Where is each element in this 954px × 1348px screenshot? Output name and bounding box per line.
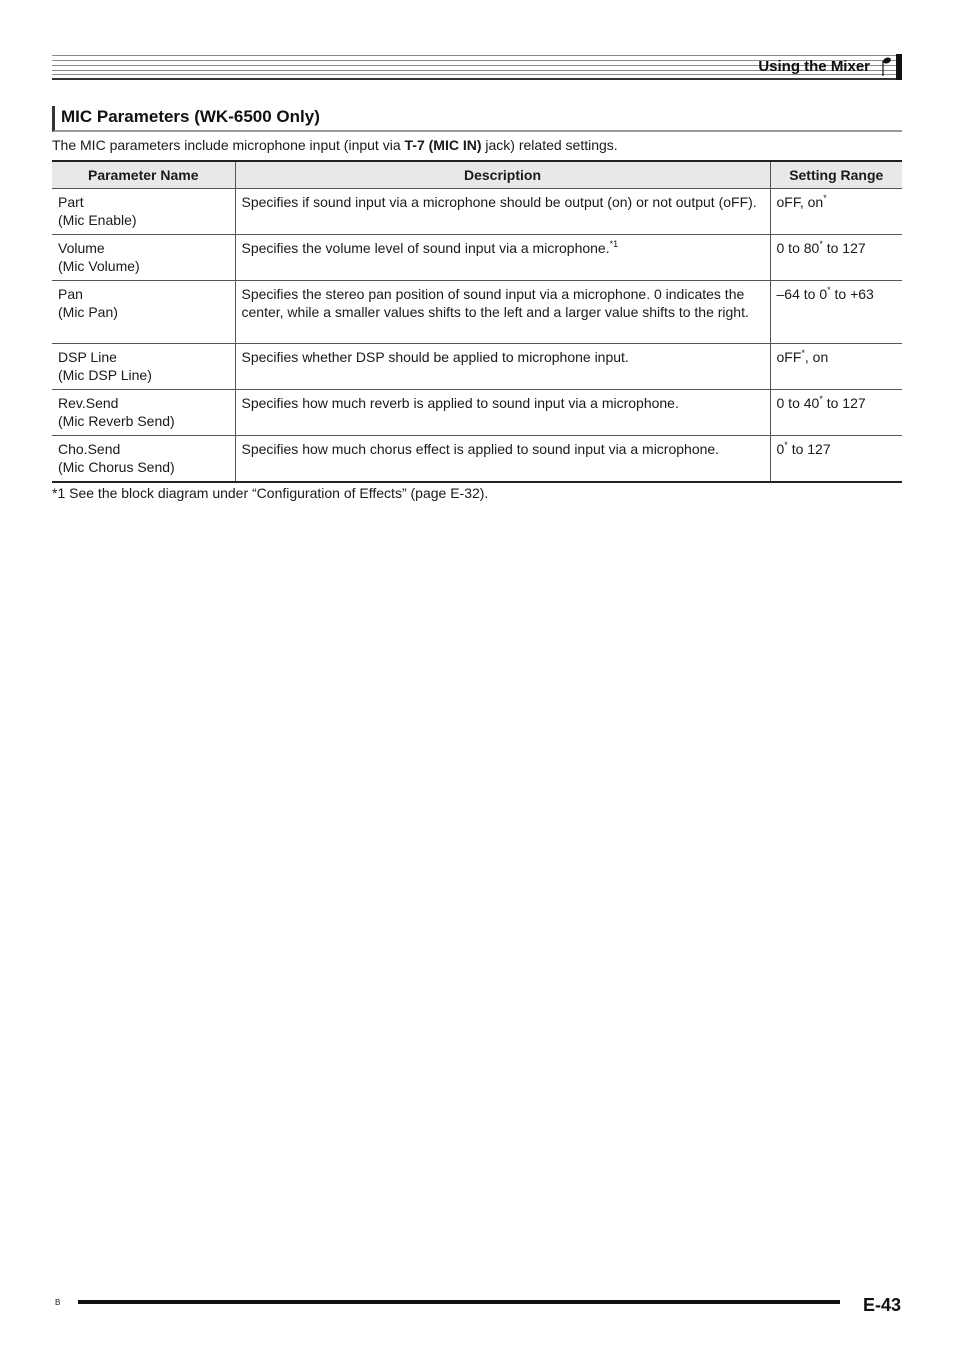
range-text: 0 to 40 (776, 394, 820, 411)
setting-range-cell (770, 343, 902, 389)
setting-range-cell (770, 435, 902, 482)
parameter-alias: (Mic Volume) (58, 258, 140, 274)
column-header-description: Description (235, 161, 770, 188)
setting-range-cell (770, 188, 902, 234)
intro-jack-label: T-7 (MIC IN) (404, 137, 482, 153)
range-text-end: to 127 (822, 239, 866, 256)
description-text: Specifies the volume level of sound input via a microphone. (241, 239, 610, 256)
table-row (52, 389, 902, 435)
description-text: Specifies whether DSP should be applied to microphone input. (241, 348, 629, 365)
description-text: Specifies the stereo pan position of sound input via a microphone. 0 indicates the center, while a smaller values shifts to the left and a larger value shifts to the right. (241, 285, 749, 320)
range-text: oFF (776, 348, 802, 365)
table-row (52, 343, 902, 389)
table-row (52, 435, 902, 482)
section-heading (52, 106, 902, 132)
parameter-alias: (Mic Enable) (58, 212, 137, 228)
range-text-end: to 127 (787, 440, 831, 457)
parameter-alias: (Mic Chorus Send) (58, 459, 175, 475)
section-title: MIC Parameters (WK-6500 Only) (61, 107, 320, 126)
parameter-name-cell (52, 280, 235, 343)
description-cell (235, 389, 770, 435)
table-row (52, 188, 902, 234)
description-cell (235, 435, 770, 482)
default-marker: * (827, 284, 831, 295)
footnote: *1 See the block diagram under “Configuration of Effects” (page E-32). (52, 485, 489, 501)
music-note-icon (879, 56, 893, 78)
description-text: Specifies how much reverb is applied to sound input via a microphone. (241, 394, 679, 411)
parameter-name: Volume (58, 239, 105, 256)
description-cell (235, 280, 770, 343)
running-header-title: Using the Mixer (758, 58, 870, 75)
parameter-alias: (Mic Reverb Send) (58, 413, 175, 429)
default-marker: * (801, 347, 805, 358)
table-header-row (52, 161, 902, 188)
range-text-end: to 127 (822, 394, 866, 411)
parameter-name: Part (58, 193, 84, 210)
intro-paragraph (52, 137, 618, 153)
setting-range-cell (770, 280, 902, 343)
range-text: 0 to 80 (776, 239, 820, 256)
parameter-alias: (Mic Pan) (58, 304, 118, 320)
parameter-name: Pan (58, 285, 83, 302)
column-header-parameter-name: Parameter Name (52, 161, 235, 188)
page-number: E-43 (863, 1295, 902, 1315)
mic-parameters-table (52, 160, 902, 483)
parameter-alias: (Mic DSP Line) (58, 367, 152, 383)
description-text: Specifies if sound input via a microphone should be output (on) or not output (oFF). (241, 193, 757, 210)
description-text: Specifies how much chorus effect is applied to sound input via a microphone. (241, 440, 720, 457)
parameter-name: DSP Line (58, 348, 117, 365)
range-text: oFF, on (776, 193, 824, 210)
column-header-setting-range: Setting Range (770, 161, 902, 188)
parameter-name-cell (52, 188, 235, 234)
parameter-name: Rev.Send (58, 394, 119, 411)
default-marker: * (819, 238, 823, 249)
default-marker: * (819, 393, 823, 404)
range-text-end: , on (804, 348, 829, 365)
default-marker: * (784, 439, 788, 450)
range-text: 0 (776, 440, 785, 457)
table-row (52, 234, 902, 280)
setting-range-cell (770, 389, 902, 435)
parameter-name-cell (52, 343, 235, 389)
header-end-bar (896, 54, 902, 80)
description-cell (235, 188, 770, 234)
range-text: –64 to 0 (776, 285, 828, 302)
parameter-name-cell (52, 234, 235, 280)
default-marker: * (823, 192, 827, 203)
intro-text-before: The MIC parameters include microphone input (input via (52, 137, 405, 153)
description-cell (235, 343, 770, 389)
footnote-reference: *1 (609, 238, 619, 249)
setting-range-cell (770, 234, 902, 280)
region-mark: B (55, 1298, 61, 1307)
parameter-name-cell (52, 435, 235, 482)
range-text-end: to +63 (830, 285, 874, 302)
table-row (52, 280, 902, 343)
parameter-name-cell (52, 389, 235, 435)
parameter-name: Cho.Send (58, 440, 121, 457)
description-cell (235, 234, 770, 280)
intro-text-after: jack) related settings. (481, 137, 618, 153)
footer-rule (78, 1300, 840, 1304)
